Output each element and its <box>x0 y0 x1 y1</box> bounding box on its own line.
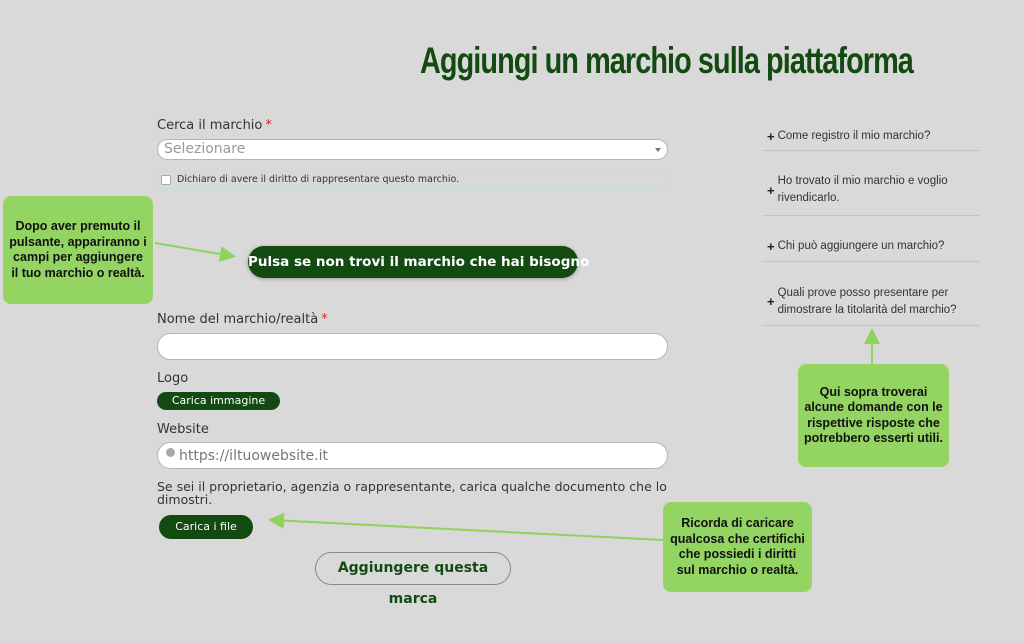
faq-item[interactable] <box>762 122 980 151</box>
upload-image-button[interactable]: Carica immagine <box>157 392 280 410</box>
page-title: Aggiungi un marchio sulla piattaforma <box>420 40 913 81</box>
faq-item[interactable] <box>762 232 980 262</box>
add-brand-button[interactable]: Aggiungere questa marca <box>315 552 511 585</box>
plus-icon: + <box>767 294 775 309</box>
chevron-down-icon <box>655 148 661 152</box>
logo-label: Logo <box>157 371 189 386</box>
faq-item[interactable] <box>762 165 980 216</box>
brand-name-label: Nome del marchio/realtà * <box>157 312 328 327</box>
faq-question: Ho trovato il mio marchio e voglio rivendicarlo. <box>777 175 948 204</box>
website-label: Website <box>157 422 209 437</box>
brand-name-input[interactable] <box>157 333 668 360</box>
website-input[interactable] <box>157 442 668 469</box>
required-mark: * <box>321 312 328 327</box>
arrow-icon <box>272 520 663 540</box>
declaration-checkbox[interactable] <box>161 175 171 185</box>
required-mark: * <box>265 118 272 133</box>
brand-select[interactable] <box>157 139 668 160</box>
search-brand-label: Cerca il marchio * <box>157 118 272 133</box>
upload-files-button[interactable]: Carica i file <box>159 515 253 539</box>
faq-question: Chi può aggiungere un marchio? <box>777 240 945 252</box>
faq-question: Quali prove posso presentare per dimostrare la titolarità del marchio? <box>777 286 957 316</box>
proof-description: Se sei il proprietario, agenzia o rappresentante, carica qualche documento che lo dimostri. <box>157 479 667 507</box>
brand-not-found-button[interactable]: Pulsa se non trovi il marchio che hai bisogno <box>248 246 578 278</box>
annotation-faq-note: Qui sopra troverai alcune domande con le rispettive risposte che potrebbero esserti utili. <box>798 364 949 467</box>
plus-icon: + <box>767 128 775 144</box>
brand-select-placeholder: Selezionare <box>164 141 246 157</box>
arrow-icon <box>155 243 232 256</box>
globe-icon <box>166 448 175 457</box>
website-placeholder: https://iltuowebsite.it <box>179 447 328 464</box>
declaration-label: Dichiaro di avere il diritto di rappresentare questo marchio. <box>177 174 460 185</box>
faq-question: Come registro il mio marchio? <box>777 129 931 142</box>
plus-icon: + <box>767 182 775 198</box>
annotation-button-note: Dopo aver premuto il pulsante, appariranno i campi per aggiungere il tuo marchio o realtà. <box>3 196 153 304</box>
declaration-row <box>157 171 668 189</box>
plus-icon: + <box>767 239 775 254</box>
faq-item[interactable] <box>762 278 980 326</box>
annotation-upload-note: Ricorda di caricare qualcosa che certifichi che possiedi i diritti sul marchio o realtà. <box>663 502 812 592</box>
